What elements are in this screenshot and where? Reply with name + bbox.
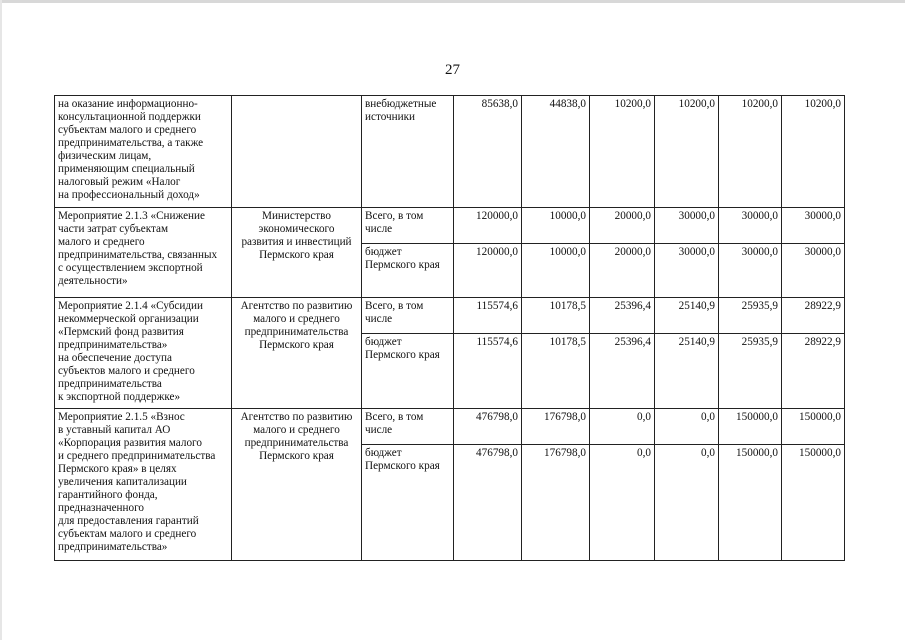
scan-edge-top (0, 0, 905, 3)
value-cell: 20000,0 (590, 208, 655, 244)
executor-cell: Агентство по развитию малого и среднего предпринимательства Пермского края (232, 409, 362, 561)
funding-source-cell: Всего, в том числе (362, 298, 454, 334)
value-cell: 476798,0 (454, 445, 522, 561)
value-cell: 476798,0 (454, 409, 522, 445)
activity-name-cell: на оказание информационно- консультационной поддержки субъектам малого и среднего предпринимательства, а также физическим лицам, применяющим специальный налоговый режим «Налог на профессиональный доход» (55, 96, 232, 208)
funding-source-cell: бюджет Пермского края (362, 244, 454, 298)
value-cell: 10000,0 (522, 244, 590, 298)
value-cell: 10200,0 (590, 96, 655, 208)
funding-source-cell: внебюджетные источники (362, 96, 454, 208)
value-cell: 150000,0 (719, 445, 782, 561)
table-row (55, 409, 845, 445)
activity-name-cell: Мероприятие 2.1.4 «Субсидии некоммерческой организации «Пермский фонд развития предпринимательства» на обеспечение доступа субъектов малого и среднего предпринимательства к экспортной поддержке» (55, 298, 232, 409)
value-cell: 115574,6 (454, 298, 522, 334)
value-cell: 115574,6 (454, 334, 522, 409)
value-cell: 30000,0 (782, 244, 845, 298)
funding-source-cell: Всего, в том числе (362, 208, 454, 244)
executor-cell: Министерство экономического развития и инвестиций Пермского края (232, 208, 362, 298)
value-cell: 25140,9 (655, 334, 719, 409)
value-cell: 25396,4 (590, 334, 655, 409)
value-cell: 0,0 (655, 409, 719, 445)
value-cell: 120000,0 (454, 208, 522, 244)
value-cell: 10200,0 (719, 96, 782, 208)
value-cell: 10178,5 (522, 298, 590, 334)
activity-name-cell: Мероприятие 2.1.5 «Взнос в уставный капитал АО «Корпорация развития малого и среднего предпринимательства Пермского края» в целях увеличения капитализации гарантийного фонда, предназначенного для предоставления гарантий субъектам малого и среднего предпринимательства» (55, 409, 232, 561)
value-cell: 30000,0 (655, 208, 719, 244)
executor-cell: Агентство по развитию малого и среднего предпринимательства Пермского края (232, 298, 362, 409)
value-cell: 10200,0 (655, 96, 719, 208)
value-cell: 0,0 (590, 445, 655, 561)
table-row (55, 298, 845, 334)
value-cell: 25935,9 (719, 334, 782, 409)
value-cell: 176798,0 (522, 409, 590, 445)
value-cell: 120000,0 (454, 244, 522, 298)
scan-edge-left (0, 0, 2, 640)
value-cell: 30000,0 (719, 208, 782, 244)
value-cell: 30000,0 (782, 208, 845, 244)
funding-source-cell: Всего, в том числе (362, 409, 454, 445)
value-cell: 20000,0 (590, 244, 655, 298)
page-number: 27 (445, 62, 460, 78)
table-row (55, 208, 845, 244)
value-cell: 25935,9 (719, 298, 782, 334)
value-cell: 30000,0 (719, 244, 782, 298)
value-cell: 28922,9 (782, 334, 845, 409)
executor-cell (232, 96, 362, 208)
value-cell: 30000,0 (655, 244, 719, 298)
value-cell: 150000,0 (782, 445, 845, 561)
value-cell: 25140,9 (655, 298, 719, 334)
value-cell: 0,0 (590, 409, 655, 445)
value-cell: 176798,0 (522, 445, 590, 561)
funding-source-cell: бюджет Пермского края (362, 445, 454, 561)
value-cell: 10200,0 (782, 96, 845, 208)
activity-name-cell: Мероприятие 2.1.3 «Снижение части затрат субъектам малого и среднего предпринимательства, связанных с осуществлением экспортной деятельности» (55, 208, 232, 298)
program-funding-table (54, 95, 845, 561)
value-cell: 10000,0 (522, 208, 590, 244)
value-cell: 28922,9 (782, 298, 845, 334)
value-cell: 150000,0 (719, 409, 782, 445)
value-cell: 44838,0 (522, 96, 590, 208)
table-row (55, 96, 845, 208)
value-cell: 25396,4 (590, 298, 655, 334)
value-cell: 0,0 (655, 445, 719, 561)
value-cell: 10178,5 (522, 334, 590, 409)
value-cell: 150000,0 (782, 409, 845, 445)
funding-source-cell: бюджет Пермского края (362, 334, 454, 409)
value-cell: 85638,0 (454, 96, 522, 208)
